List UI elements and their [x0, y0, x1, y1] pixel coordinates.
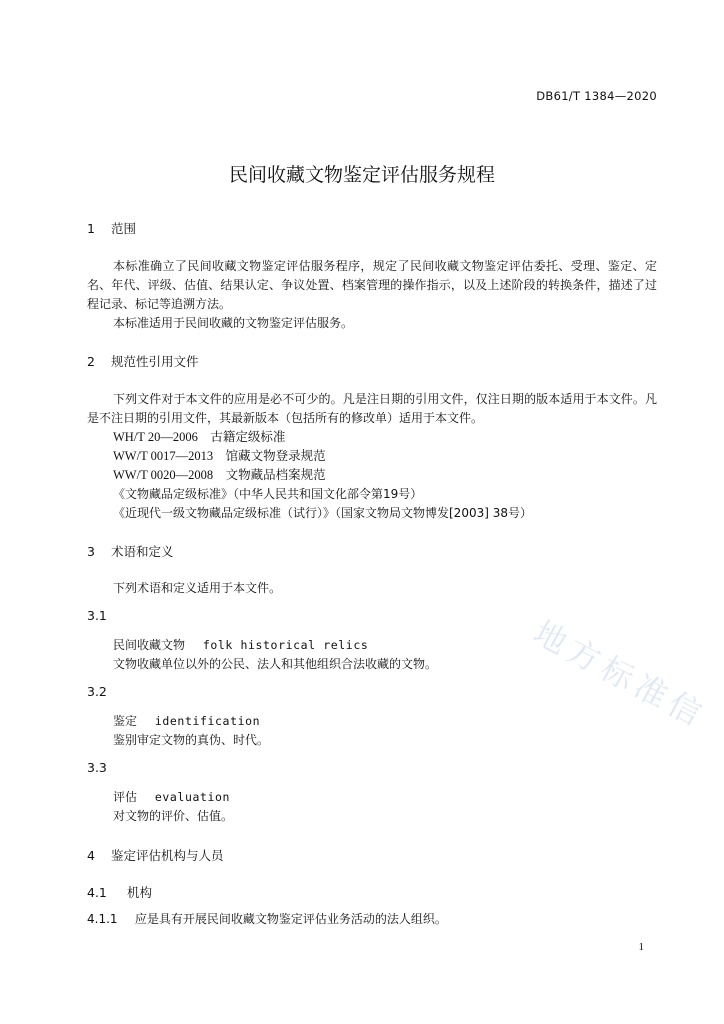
term-definition: 鉴别审定文物的真伪、时代。	[113, 733, 270, 747]
page-number: 1	[638, 941, 644, 953]
term-heading	[113, 788, 230, 805]
watermark: 地方标准信	[527, 613, 713, 737]
term-zh: 鉴定	[113, 714, 138, 728]
section-title: 范围	[110, 221, 136, 236]
section-3-heading	[87, 542, 174, 560]
section-title: 术语和定义	[110, 544, 174, 559]
term-en: identification	[154, 714, 261, 728]
reference-item: WH/T 20—2006 古籍定级标准	[113, 430, 286, 444]
term-number: 3.2	[87, 684, 107, 699]
term-zh: 民间收藏文物	[113, 638, 186, 652]
term-zh: 评估	[113, 790, 138, 804]
section-3-paragraph-1: 下列术语和定义适用于本文件。	[113, 581, 282, 595]
section-number: 1	[87, 221, 95, 236]
term-definition: 文物收藏单位以外的公民、法人和其他组织合法收藏的文物。	[113, 657, 438, 671]
section-title: 鉴定评估机构与人员	[110, 848, 224, 863]
term-heading	[113, 712, 260, 729]
reference-item: WW/T 0017—2013 馆藏文物登录规范	[113, 449, 326, 463]
section-title: 规范性引用文件	[110, 354, 199, 369]
section-2-heading	[87, 352, 199, 370]
clause-number: 4.1.1	[87, 912, 118, 926]
reference-item: 《近现代一级文物藏品定级标准（试行）》（国家文物局文物博发[2003] 38号）	[113, 506, 532, 520]
term-number: 3.3	[87, 760, 107, 775]
section-1-paragraph-1: 本标准确立了民间收藏文物鉴定评估服务程序，规定了民间收藏文物鉴定评估委托、受理、鉴定、定名、年代、评级、估值、结果认定、争议处置、档案管理的操作指示，以及上述阶段的转换条件，描述了过程记录、标记等追溯方法。	[87, 259, 657, 311]
document-title: 民间收藏文物鉴定评估服务规程	[228, 164, 495, 186]
section-number: 2	[87, 354, 95, 369]
term-heading	[113, 636, 368, 653]
reference-item: WW/T 0020—2008 文物藏品档案规范	[113, 468, 326, 482]
section-number: 3	[87, 544, 95, 559]
section-1-heading	[87, 219, 136, 237]
subsection-title: 机构	[126, 885, 152, 900]
term-definition: 对文物的评价、估值。	[113, 809, 234, 823]
section-4-heading	[87, 846, 224, 864]
subsection-number: 4.1	[87, 885, 107, 900]
document-code: DB61/T 1384—2020	[536, 89, 657, 103]
section-number: 4	[87, 848, 95, 863]
reference-item: 《文物藏品定级标准》（中华人民共和国文化部令第19号）	[113, 487, 423, 501]
clause-4-1-1	[87, 910, 447, 929]
subsection-4-1-heading	[87, 883, 152, 901]
term-number: 3.1	[87, 608, 107, 623]
section-2-paragraph-1: 下列文件对于本文件的应用是必不可少的。凡是注日期的引用文件，仅注日期的版本适用于本文件。凡是不注日期的引用文件，其最新版本（包括所有的修改单）适用于本文件。	[87, 392, 657, 425]
term-en: folk historical relics	[202, 638, 369, 652]
term-en: evaluation	[154, 790, 231, 804]
section-1-paragraph-2: 本标准适用于民间收藏的文物鉴定评估服务。	[113, 316, 354, 330]
clause-text: 应是具有开展民间收藏文物鉴定评估业务活动的法人组织。	[134, 912, 447, 926]
